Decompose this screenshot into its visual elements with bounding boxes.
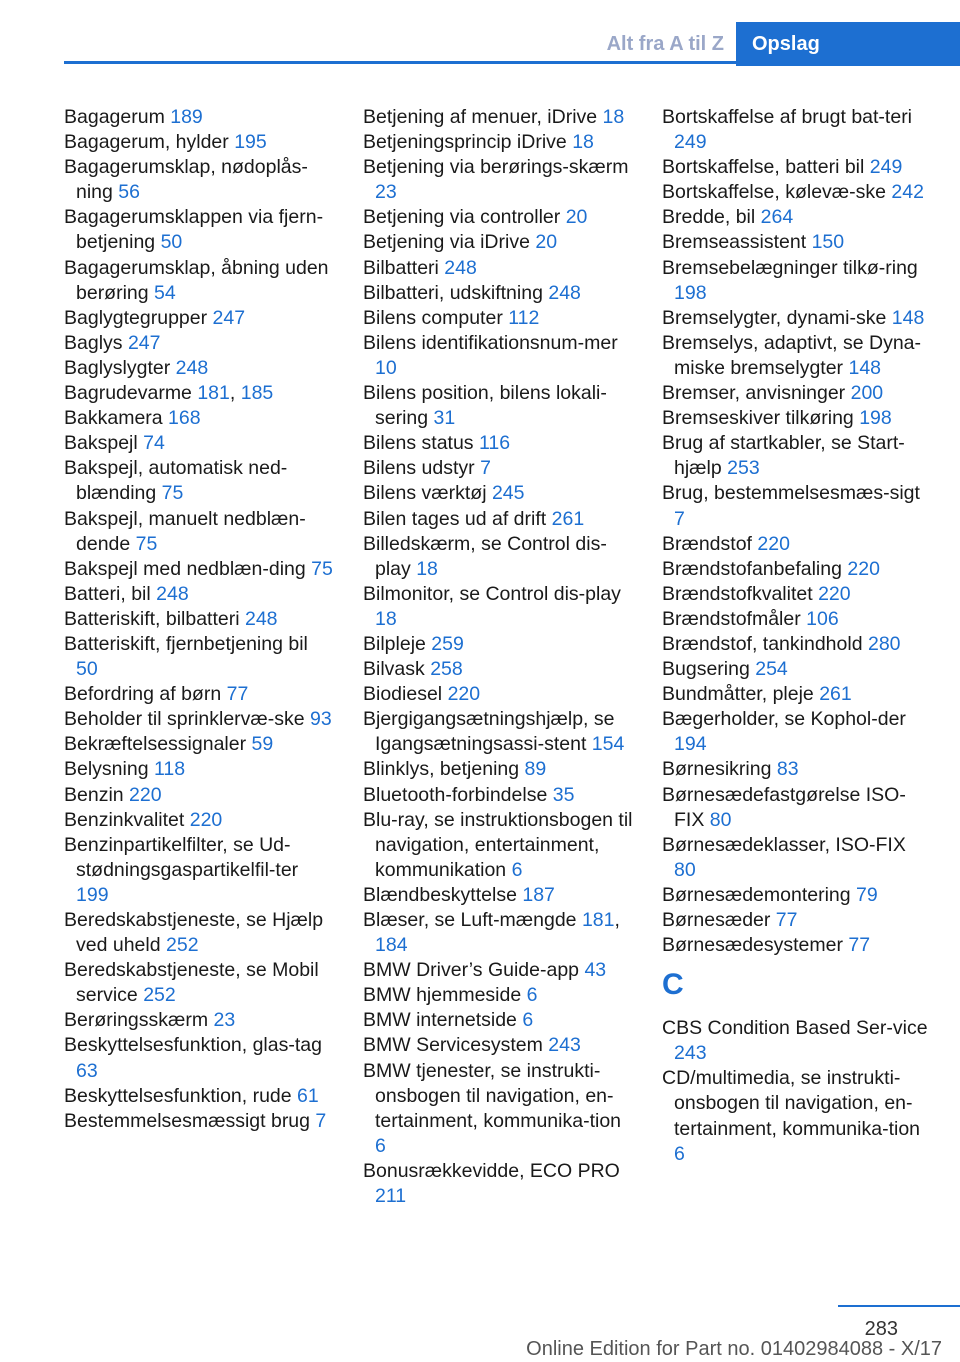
index-entry	[363, 105, 633, 130]
index-entry	[363, 205, 633, 230]
page-reference-link[interactable]: 6	[674, 1142, 685, 1165]
index-entry	[662, 883, 932, 908]
page-reference-link[interactable]: 195	[234, 131, 267, 154]
page-reference-link[interactable]: 112	[508, 306, 540, 329]
index-term: Betjening via controller	[363, 206, 566, 229]
index-entry	[64, 205, 334, 255]
index-entry	[64, 757, 334, 782]
page-reference-link[interactable]: 185	[240, 382, 274, 405]
page-reference-link[interactable]: 248	[156, 582, 189, 605]
index-term: Bagagerumsklap, nødoplås-ning	[64, 156, 308, 204]
index-term: Bilens identifikationsnum-mer	[363, 331, 618, 354]
index-term: Bilpleje	[363, 632, 432, 655]
index-entry	[662, 406, 932, 431]
page-reference-link[interactable]: 7	[480, 457, 491, 480]
page-reference-link[interactable]: 181	[581, 909, 615, 931]
index-term: Bluetooth-forbindelse	[363, 783, 553, 806]
page-reference-link[interactable]: 261	[819, 683, 852, 706]
index-term: Bonusrækkevidde, ECO PRO	[363, 1159, 620, 1182]
page-reference-link[interactable]: 220	[847, 557, 880, 580]
index-entry	[64, 557, 334, 582]
page-reference-link[interactable]: 59	[251, 733, 274, 756]
index-entry	[363, 632, 633, 657]
edition-note: Online Edition for Part no. 01402984088 - X/17	[526, 1338, 942, 1360]
index-term: Bagagerum	[64, 106, 171, 128]
page-reference-link[interactable]: 220	[447, 683, 481, 706]
index-entry	[64, 306, 334, 331]
index-entry	[64, 105, 334, 130]
index-term: Bilvask	[363, 658, 431, 681]
index-entry	[363, 306, 633, 331]
index-entry: Blæser, se Luft-mængde 181, 184	[363, 909, 620, 957]
index-term: Bremseassistent	[662, 231, 812, 254]
index-term: Bilbatteri, udskiftning	[363, 281, 549, 304]
page-reference-link[interactable]: 10	[375, 356, 397, 379]
index-term: Bakkamera	[64, 407, 169, 430]
index-entry	[64, 1008, 334, 1033]
page-reference-link[interactable]: 248	[175, 356, 209, 379]
index-term: Betjeningsprincip iDrive	[363, 131, 573, 154]
page-reference-link[interactable]: 220	[757, 532, 790, 555]
index-entry	[363, 808, 633, 883]
index-entry	[64, 356, 334, 381]
index-term: Bremselys, adaptivt, se Dyna-miske bremselygter	[662, 331, 922, 379]
index-entry	[64, 833, 334, 908]
index-term: Bortskaffelse af brugt bat-teri	[662, 106, 913, 128]
index-entry	[64, 582, 334, 607]
page-reference-link[interactable]: 74	[143, 432, 165, 455]
index-entry	[64, 431, 334, 456]
index-term: Bilmonitor, se Control dis-play	[363, 582, 621, 605]
page-reference-link[interactable]: 249	[869, 156, 903, 179]
page-reference-link[interactable]: 259	[431, 632, 464, 655]
index-entry	[363, 757, 633, 782]
index-entry	[662, 757, 932, 782]
index-entry	[64, 682, 334, 707]
page-reference-link[interactable]: 264	[760, 206, 794, 229]
index-term: Betjening af menuer, iDrive	[363, 106, 603, 128]
index-entry	[662, 682, 932, 707]
page-reference-link[interactable]: 77	[848, 934, 871, 957]
page-reference-link[interactable]: 243	[548, 1034, 581, 1057]
index-term: Beskyttelsesfunktion, rude	[64, 1084, 298, 1107]
index-entry	[662, 306, 932, 331]
page-reference-link[interactable]: 242	[891, 181, 924, 204]
index-term: Bagrudevarme	[64, 382, 198, 405]
page-reference-link[interactable]: 43	[584, 959, 607, 982]
page-reference-link[interactable]: 106	[806, 607, 839, 630]
index-term: Bilen tages ud af drift	[363, 507, 552, 530]
page-reference-link[interactable]: 199	[76, 883, 109, 906]
index-letter-heading: C	[662, 968, 684, 1002]
page-reference-link[interactable]: 93	[310, 708, 332, 731]
page-reference-link[interactable]: 6	[522, 1009, 534, 1032]
page-reference-link[interactable]: 23	[213, 1009, 236, 1032]
page-number: 283	[864, 1318, 898, 1340]
page-reference-link[interactable]: 50	[76, 658, 98, 681]
page-reference-link[interactable]: 220	[129, 783, 162, 806]
index-term: Baglys	[64, 331, 128, 354]
index-entry	[662, 833, 932, 883]
index-term: Betjening via berørings-skærm	[363, 156, 629, 179]
index-entry	[363, 381, 633, 431]
index-entry	[64, 456, 334, 506]
index-term: Bugsering	[662, 658, 756, 681]
index-entry	[64, 1033, 334, 1083]
index-term: Blæser, se Luft-mængde	[363, 909, 582, 931]
index-term: Børnesikring	[662, 758, 777, 781]
page-reference-link[interactable]: 18	[602, 106, 625, 128]
page-reference-link[interactable]: 168	[168, 407, 201, 430]
index-term: Bjergigangsætningshjælp, se Igangsætningsassi-stent	[363, 708, 615, 756]
index-entry	[662, 632, 932, 657]
index-entry	[363, 431, 633, 456]
index-entry	[662, 532, 932, 557]
index-term: Børnesædesystemer	[662, 934, 849, 957]
index-entry	[363, 707, 633, 757]
index-term: Bremselygter, dynami-ske	[662, 306, 892, 329]
index-entry	[363, 281, 633, 306]
index-entry	[662, 180, 932, 205]
page-reference-link[interactable]: 243	[674, 1042, 707, 1065]
index-entry	[363, 1033, 633, 1058]
page-reference-link[interactable]: 248	[548, 281, 581, 304]
index-entry	[363, 682, 633, 707]
index-entry	[662, 933, 932, 958]
page-reference-link[interactable]: 200	[850, 382, 884, 405]
page-reference-link[interactable]: 31	[433, 407, 456, 430]
page-reference-link[interactable]: 220	[818, 582, 851, 605]
index-term: Bilbatteri	[363, 256, 445, 279]
index-entry	[64, 607, 334, 632]
index-term: Batteriskift, fjernbetjening bil	[64, 632, 308, 655]
index-term: BMW hjemmeside	[363, 984, 527, 1007]
index-entry	[363, 883, 633, 908]
index-entry	[363, 230, 633, 255]
index-term: Bestemmelsesmæssigt brug	[64, 1109, 316, 1132]
index-term: Bremsebelægninger tilkø-ring	[662, 256, 918, 279]
index-entry	[64, 1109, 334, 1134]
index-term: Brændstofkvalitet	[662, 582, 819, 605]
index-entry	[662, 607, 932, 632]
index-term: Benzinkvalitet	[64, 808, 190, 831]
page-reference-link[interactable]: 75	[135, 532, 158, 555]
page-reference-link[interactable]: 77	[226, 683, 249, 706]
page-reference-link[interactable]: 184	[375, 934, 408, 957]
index-column-1	[64, 105, 334, 1134]
index-term: Bortskaffelse, batteri bil	[662, 156, 870, 179]
index-entry	[662, 707, 932, 757]
page-reference-link[interactable]: 6	[526, 984, 538, 1007]
index-term: Baglygtegrupper	[64, 306, 213, 329]
index-entry	[64, 908, 334, 958]
index-column-3	[662, 105, 932, 1167]
page-reference-link[interactable]: 54	[154, 281, 176, 304]
index-entry	[363, 958, 633, 983]
page-reference-link[interactable]: 247	[212, 306, 246, 329]
page-reference-link[interactable]: 77	[775, 909, 798, 931]
page-reference-link[interactable]: 83	[776, 758, 799, 781]
page-reference-link[interactable]: 35	[552, 783, 575, 806]
page-reference-link[interactable]: 50	[160, 231, 183, 254]
index-term: Blinklys, betjening	[363, 758, 525, 781]
index-term: BMW tjenester, se instrukti-onsbogen til navigation, en-tertainment, kommunika-tion	[363, 1059, 622, 1132]
index-entry	[363, 155, 633, 205]
index-term: Bakspejl, automatisk ned-blænding	[64, 457, 288, 505]
page-reference-link[interactable]: 6	[375, 1134, 386, 1157]
page-reference-link[interactable]: 80	[709, 808, 732, 831]
page-reference-link[interactable]: 220	[189, 808, 223, 831]
page-reference-link[interactable]: 252	[143, 984, 176, 1007]
page-reference-link[interactable]: 253	[727, 457, 760, 480]
index-entry	[363, 983, 633, 1008]
index-entry	[64, 130, 334, 155]
page-reference-link[interactable]: 254	[755, 658, 788, 681]
index-term: Betjening via iDrive	[363, 231, 536, 254]
index-term: Brændstof, tankindhold	[662, 632, 868, 655]
index-term: Berøringsskærm	[64, 1009, 214, 1032]
page-reference-link[interactable]: 20	[565, 206, 588, 229]
page-reference-link[interactable]: 61	[297, 1084, 319, 1107]
index-entry	[363, 507, 633, 532]
index-entry	[363, 130, 633, 155]
index-term: Børnesæder	[662, 909, 776, 931]
index-term: BMW Driver’s Guide-app	[363, 959, 585, 982]
index-term: Bagagerumsklappen via fjern-betjening	[64, 206, 324, 254]
page-reference-link[interactable]: 80	[674, 858, 696, 881]
index-entry	[363, 1008, 633, 1033]
page-reference-link[interactable]: 211	[375, 1185, 407, 1208]
page-reference-link[interactable]: 198	[859, 407, 892, 430]
page-reference-link[interactable]: 23	[375, 181, 397, 204]
page-reference-link[interactable]: 245	[491, 482, 525, 505]
index-entry	[662, 205, 932, 230]
index-term: Brændstofmåler	[662, 607, 807, 630]
index-term: CBS Condition Based Ser-vice	[662, 1017, 928, 1040]
index-entry	[662, 381, 932, 406]
index-term: Batteriskift, bilbatteri	[64, 607, 245, 630]
index-entry	[662, 481, 932, 531]
index-entry	[64, 406, 334, 431]
index-term: Benzinpartikelfilter, se Ud-stødningsgaspartikelfil-ter	[64, 833, 299, 881]
index-entry	[64, 1084, 334, 1109]
index-term: Børnesædeklasser, ISO-FIX	[662, 833, 906, 856]
index-term: Bægerholder, se Kophol-der	[662, 708, 906, 731]
page-reference-link[interactable]: 118	[153, 758, 186, 781]
index-term: Børnesædefastgørelse ISO-FIX	[662, 783, 906, 831]
page-reference-link[interactable]: 252	[166, 934, 199, 957]
page-reference-link[interactable]: 181	[197, 382, 230, 405]
index-term: Bortskaffelse, kølevæ-ske	[662, 181, 892, 204]
page-reference-link[interactable]: 154	[591, 733, 625, 756]
index-entry	[662, 105, 932, 155]
index-entry	[64, 155, 334, 205]
index-term: Bilens position, bilens lokali-sering	[363, 382, 607, 430]
index-entry	[64, 331, 334, 356]
index-term: Bilens status	[363, 432, 479, 455]
index-entry	[662, 230, 932, 255]
page-reference-link[interactable]: 280	[867, 632, 901, 655]
index-term: Biodiesel	[363, 683, 448, 706]
index-term: Bilens værktøj	[363, 482, 492, 505]
index-term: Batteri, bil	[64, 582, 157, 605]
page-reference-link[interactable]: 56	[118, 181, 140, 204]
index-term: Bekræftelsessignaler	[64, 733, 252, 756]
index-entry	[363, 331, 633, 381]
index-term: Befordring af børn	[64, 683, 227, 706]
index-term: BMW internetside	[363, 1009, 523, 1032]
index-entry	[64, 732, 334, 757]
index-term: Blændbeskyttelse	[363, 883, 523, 906]
index-term: Bilens udstyr	[363, 457, 481, 480]
index-term: Baglyslygter	[64, 356, 176, 379]
page-reference-link[interactable]: 7	[674, 507, 685, 530]
page-reference-link[interactable]: 148	[848, 356, 882, 379]
index-entry	[363, 532, 633, 582]
footer-rule	[838, 1305, 960, 1307]
index-term: Benzin	[64, 783, 130, 806]
index-entry	[363, 481, 633, 506]
page-reference-link[interactable]: 258	[430, 658, 463, 681]
section-tab[interactable]: Opslag	[736, 22, 960, 66]
index-entry	[363, 1059, 633, 1159]
index-entry	[64, 507, 334, 557]
index-term: Bundmåtter, pleje	[662, 683, 820, 706]
page-reference-link[interactable]: 75	[311, 557, 333, 580]
index-entry	[363, 783, 633, 808]
page-reference-link[interactable]: 18	[572, 131, 594, 154]
index-term: Beredskabstjeneste, se Mobil service	[64, 959, 319, 1007]
index-term: Brug af startkabler, se Start-hjælp	[662, 432, 905, 480]
index-term: Beholder til sprinklervæ-ske	[64, 708, 311, 731]
index-entry	[662, 256, 932, 306]
index-entry	[662, 783, 932, 833]
page-reference-link[interactable]: 75	[161, 482, 184, 505]
index-entry	[64, 632, 334, 682]
page-reference-link[interactable]: 187	[522, 883, 555, 906]
index-term: Billedskærm, se Control dis-play	[363, 532, 607, 580]
index-entry	[64, 256, 334, 306]
index-term: Brændstof	[662, 532, 758, 555]
index-term: Bremser, anvisninger	[662, 382, 851, 405]
index-entry	[363, 456, 633, 481]
index-entry	[64, 707, 334, 732]
index-term: Bredde, bil	[662, 206, 761, 229]
index-term: Brug, bestemmelsesmæs-sigt	[662, 482, 920, 505]
index-entry: Bagrudevarme 181, 185	[64, 382, 274, 405]
page-reference-link[interactable]: 6	[511, 858, 523, 881]
index-entry	[662, 908, 932, 933]
index-term: Beskyttelsesfunktion, glas-tag	[64, 1034, 322, 1057]
index-term: Brændstofanbefaling	[662, 557, 848, 580]
index-entry	[662, 1066, 932, 1166]
index-entry	[662, 1016, 932, 1066]
index-term: Blu-ray, se instruktionsbogen til navigation, entertainment, kommunikation	[363, 808, 633, 881]
page-reference-link[interactable]: 63	[76, 1059, 98, 1082]
index-term: Bremseskiver tilkøring	[662, 407, 860, 430]
page-reference-link[interactable]: 261	[551, 507, 585, 530]
index-entry	[662, 582, 932, 607]
index-entry	[64, 958, 334, 1008]
index-entry	[662, 557, 932, 582]
page-reference-link[interactable]: 247	[127, 331, 161, 354]
page-reference-link[interactable]: 116	[478, 432, 511, 455]
index-entry	[662, 657, 932, 682]
page-reference-link[interactable]: 18	[416, 557, 438, 580]
page-reference-link[interactable]: 7	[315, 1109, 327, 1132]
index-entry	[662, 431, 932, 481]
index-term: BMW Servicesystem	[363, 1034, 549, 1057]
page-reference-link[interactable]: 189	[170, 106, 203, 128]
page-reference-link[interactable]: 89	[524, 758, 547, 781]
index-term: Bakspejl med nedblæn-ding	[64, 557, 312, 580]
index-entry	[363, 256, 633, 281]
page-reference-link[interactable]: 150	[811, 231, 845, 254]
index-term: Bakspejl, manuelt nedblæn-dende	[64, 507, 306, 555]
page-reference-link[interactable]: 249	[674, 131, 707, 154]
index-column-2	[363, 105, 633, 1209]
page-reference-link[interactable]: 198	[674, 281, 707, 304]
page-reference-link[interactable]: 248	[244, 607, 278, 630]
index-entry	[363, 657, 633, 682]
index-term: Bilens computer	[363, 306, 509, 329]
index-entry	[64, 783, 334, 808]
index-term: Bakspejl	[64, 432, 144, 455]
index-entry	[363, 1159, 633, 1209]
index-entry	[64, 808, 334, 833]
index-term: Bagagerum, hylder	[64, 131, 235, 154]
index-term: CD/multimedia, se instrukti-onsbogen til navigation, en-tertainment, kommunika-tion	[662, 1067, 921, 1140]
index-entry	[662, 155, 932, 180]
page-reference-link[interactable]: 18	[375, 607, 397, 630]
page-reference-link[interactable]: 248	[444, 256, 477, 279]
page-reference-link[interactable]: 20	[535, 231, 558, 254]
index-entry	[662, 331, 932, 381]
index-term: Belysning	[64, 758, 154, 781]
index-term: Børnesædemontering	[662, 883, 857, 906]
section-title: Alt fra A til Z	[606, 33, 724, 55]
page-reference-link[interactable]: 148	[891, 306, 925, 329]
index-term: Beredskabstjeneste, se Hjælp ved uheld	[64, 909, 324, 957]
page-reference-link[interactable]: 194	[674, 733, 707, 756]
page-reference-link[interactable]: 79	[856, 883, 878, 906]
index-entry	[363, 582, 633, 632]
index-term: Bagagerumsklap, åbning uden berøring	[64, 256, 329, 304]
